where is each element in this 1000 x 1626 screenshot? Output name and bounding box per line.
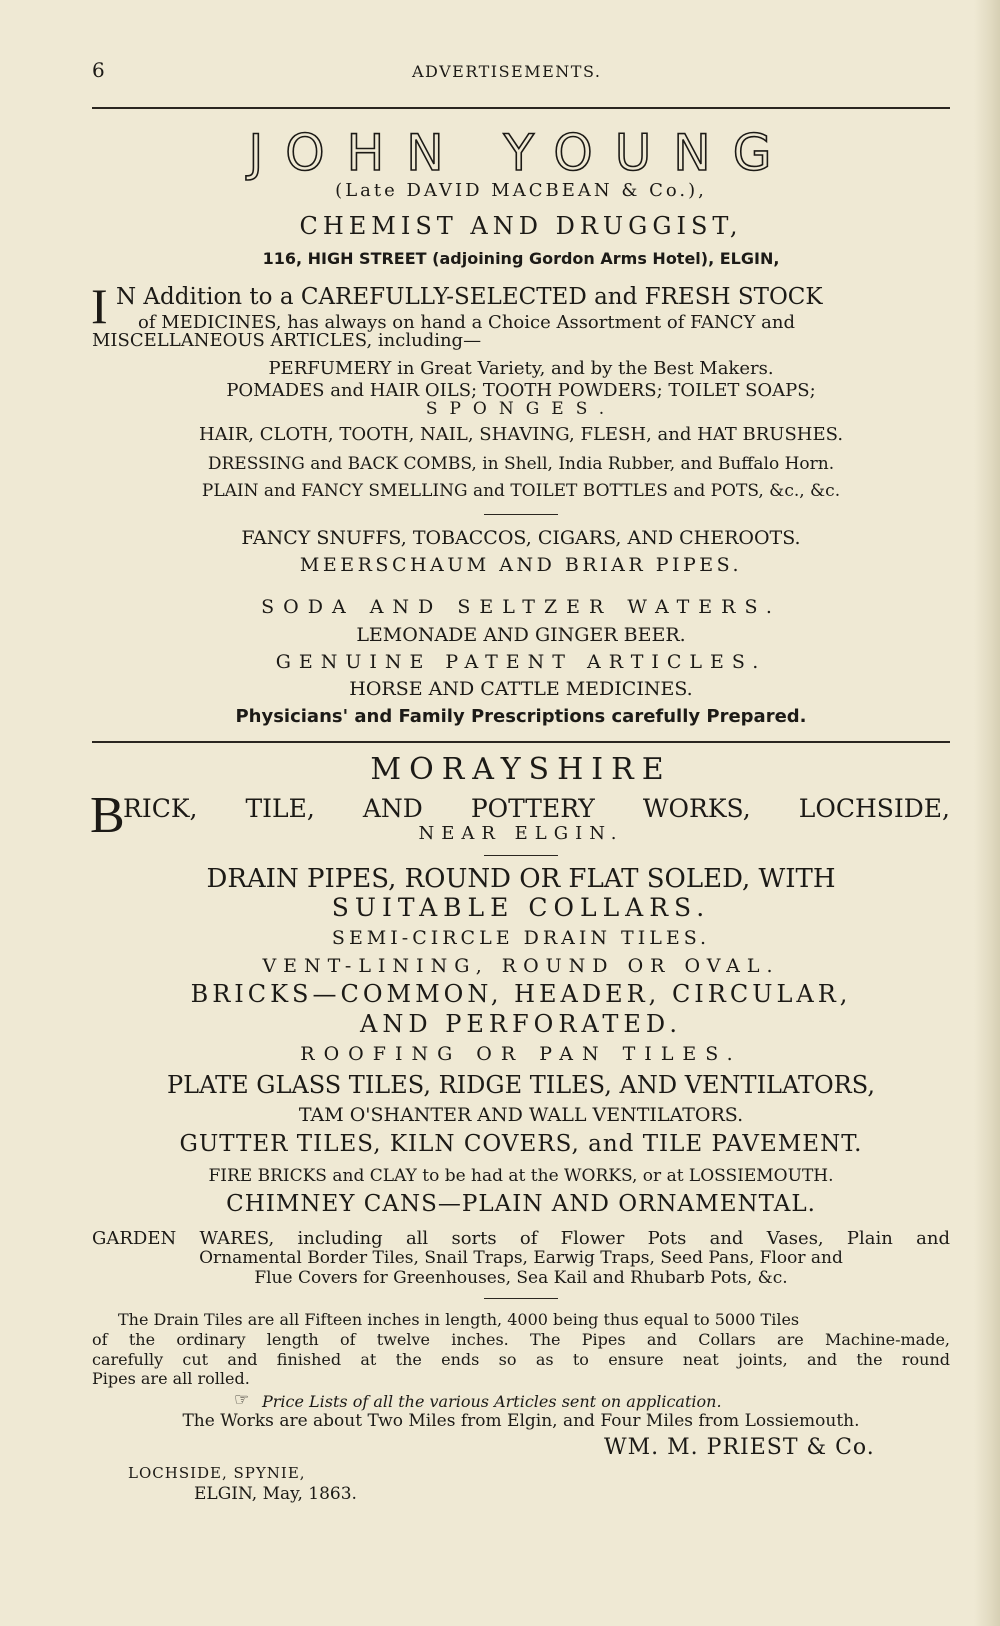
vent-lining-line: VENT-LINING, ROUND OR OVAL. bbox=[262, 955, 780, 977]
late-macbean: (Late DAVID MACBEAN & Co.), bbox=[335, 180, 707, 201]
item-pomades: POMADES and HAIR OILS; TOOTH POWDERS; TOILET SOAPS; bbox=[226, 380, 816, 401]
john-young-title: JOHN YOUNG bbox=[248, 124, 794, 182]
tobacco-line-2: MEERSCHAUM AND BRIAR PIPES. bbox=[299, 554, 743, 576]
intro-line-3: MISCELLANEOUS ARTICLES, including— bbox=[92, 330, 482, 351]
note-line-1: The Drain Tiles are all Fifteen inches in length, 4000 being thus equal to 5000 Tiles bbox=[118, 1310, 800, 1329]
divider-2 bbox=[484, 855, 558, 856]
drain-pipes-line-1: DRAIN PIPES, ROUND OR FLAT SOLED, WITH bbox=[206, 864, 836, 894]
item-brushes: HAIR, CLOTH, TOOTH, NAIL, SHAVING, FLESH, and HAT BRUSHES. bbox=[198, 424, 844, 445]
morayshire-title: MORAYSHIRE bbox=[370, 752, 672, 787]
item-perfumery: PERFUMERY in Great Variety, and by the Best Makers. bbox=[268, 358, 774, 379]
garden-wares-line-3: Flue Covers for Greenhouses, Sea Kail and Rhubarb Pots, &c. bbox=[254, 1268, 788, 1288]
waters-line-3: GENUINE PATENT ARTICLES. bbox=[275, 651, 767, 673]
note-line-2: of the ordinary length of twelve inches. The Pipes and Collars are Machine-made, bbox=[92, 1330, 950, 1349]
works-line: RICK, TILE, AND POTTERY WORKS, LOCHSIDE, bbox=[123, 794, 950, 823]
pointing-hand-icon: ☞ bbox=[234, 1390, 250, 1410]
place-line-2: ELGIN, May, 1863. bbox=[194, 1484, 357, 1504]
item-sponges: SPONGES. bbox=[425, 399, 617, 419]
note-line-3: carefully cut and finished at the ends so as to ensure neat joints, and the round bbox=[92, 1350, 950, 1369]
item-combs: DRESSING and BACK COMBS, in Shell, India Rubber, and Buffalo Horn. bbox=[207, 454, 835, 474]
tobacco-line-1: FANCY SNUFFS, TOBACCOS, CIGARS, AND CHEROOTS. bbox=[241, 527, 801, 549]
brick-dropcap: B bbox=[90, 787, 125, 844]
intro-dropcap: I bbox=[91, 278, 108, 334]
prescriptions-line: Physicians' and Family Prescriptions carefully Prepared. bbox=[235, 706, 807, 727]
intro-line-1: N Addition to a CAREFULLY-SELECTED and FRESH STOCK bbox=[116, 284, 823, 310]
works-distance-line: The Works are about Two Miles from Elgin, and Four Miles from Lossiemouth. bbox=[182, 1411, 860, 1431]
header-rule bbox=[92, 107, 950, 109]
note-line-4: Pipes are all rolled. bbox=[92, 1369, 250, 1388]
place-line-1: LOCHSIDE, SPYNIE, bbox=[128, 1464, 306, 1482]
ad-separator-rule bbox=[92, 741, 950, 743]
garden-wares-line-2: Ornamental Border Tiles, Snail Traps, Earwig Traps, Seed Pans, Floor and bbox=[199, 1248, 843, 1268]
chemist-druggist: CHEMIST AND DRUGGIST, bbox=[299, 212, 743, 240]
priest-signature: WM. M. PRIEST & Co. bbox=[604, 1435, 875, 1460]
divider-3 bbox=[484, 1298, 558, 1299]
page-number: 6 bbox=[92, 58, 105, 82]
waters-line-2: LEMONADE AND GINGER BEER. bbox=[356, 624, 686, 646]
running-head: ADVERTISEMENTS. bbox=[412, 62, 602, 81]
near-elgin: NEAR ELGIN. bbox=[418, 823, 624, 844]
fire-bricks-line: FIRE BRICKS and CLAY to be had at the WORKS, or at LOSSIEMOUTH. bbox=[208, 1166, 834, 1186]
chimney-cans-line: CHIMNEY CANS—PLAIN AND ORNAMENTAL. bbox=[226, 1191, 816, 1217]
roofing-line: ROOFING OR PAN TILES. bbox=[300, 1043, 742, 1065]
bricks-line-2: AND PERFORATED. bbox=[360, 1010, 682, 1038]
garden-wares-line-1: GARDEN WARES, including all sorts of Flower Pots and Vases, Plain and bbox=[92, 1228, 950, 1249]
item-bottles: PLAIN and FANCY SMELLING and TOILET BOTTLES and POTS, &c., &c. bbox=[201, 481, 841, 501]
waters-line-4: HORSE AND CATTLE MEDICINES. bbox=[349, 678, 693, 700]
intro-line-2: of MEDICINES, has always on hand a Choice Assortment of FANCY and bbox=[138, 312, 795, 333]
semi-circle-line: SEMI-CIRCLE DRAIN TILES. bbox=[331, 927, 711, 949]
divider-1 bbox=[484, 514, 558, 515]
gutter-tiles-line: GUTTER TILES, KILN COVERS, and TILE PAVEMENT. bbox=[179, 1131, 863, 1157]
bricks-line-1: BRICKS—COMMON, HEADER, CIRCULAR, bbox=[190, 980, 852, 1008]
price-lists-line: Price Lists of all the various Articles sent on application. bbox=[262, 1392, 722, 1411]
drain-pipes-line-2: SUITABLE COLLARS. bbox=[331, 893, 711, 922]
page-edge-shadow bbox=[974, 0, 1000, 1626]
plate-glass-line: PLATE GLASS TILES, RIDGE TILES, AND VENTILATORS, bbox=[167, 1071, 875, 1099]
john-young-address: 116, HIGH STREET (adjoining Gordon Arms Hotel), ELGIN, bbox=[262, 249, 780, 268]
tam-oshanter-line: TAM O'SHANTER AND WALL VENTILATORS. bbox=[298, 1104, 744, 1126]
waters-line-1: SODA AND SELTZER WATERS. bbox=[261, 596, 781, 618]
